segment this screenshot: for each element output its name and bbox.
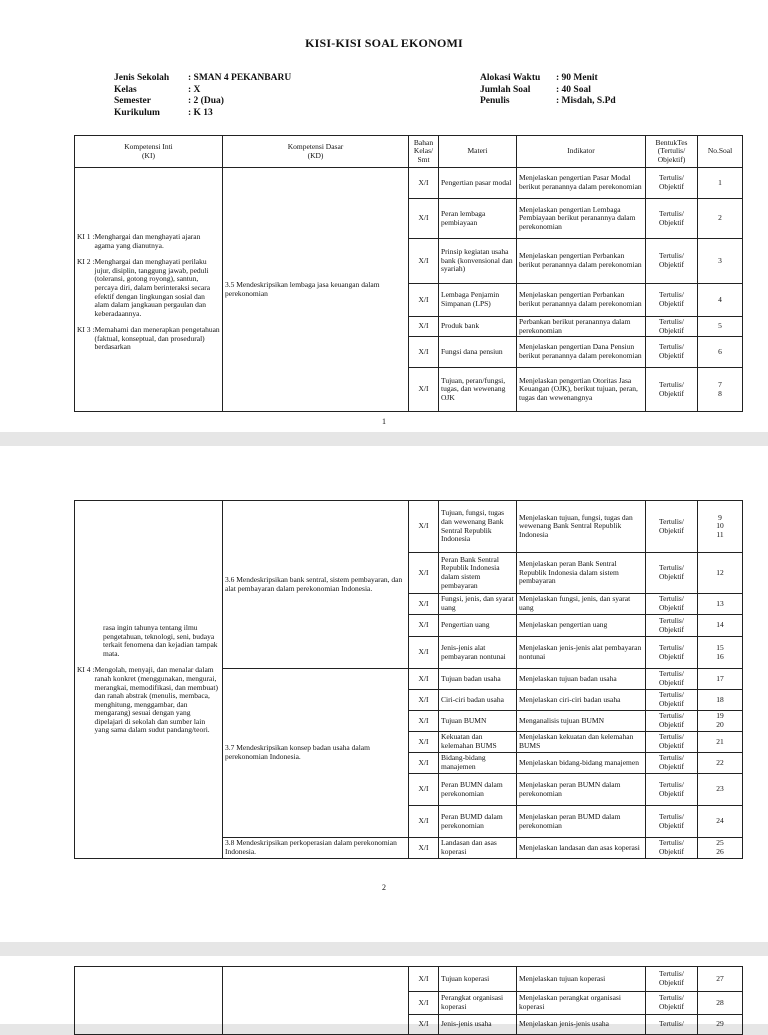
no-soal-cell: 28	[698, 992, 743, 1015]
kelas-cell: X/I	[409, 690, 439, 711]
no-soal-cell: 2	[698, 199, 743, 239]
header-bahan: Bahan Kelas/ Smt	[409, 136, 439, 168]
bentuk-cell: Tertulis/ Objektif	[646, 690, 698, 711]
kelas-cell: X/I	[409, 168, 439, 199]
materi-cell: Tujuan koperasi	[439, 967, 517, 992]
kelas-cell: X/I	[409, 284, 439, 317]
materi-cell: Prinsip kegiatan usaha bank (konvensional dan syariah)	[439, 239, 517, 284]
ki-cell	[75, 967, 223, 1035]
ki-item	[77, 666, 220, 735]
kelas-cell: X/I	[409, 732, 439, 753]
bentuk-cell: Tertulis/ Objektif	[646, 732, 698, 753]
meta-value: : 40 Soal	[556, 84, 591, 95]
no-soal-cell: 6	[698, 337, 743, 368]
materi-cell: Tujuan, fungsi, tugas dan wewenang Bank Sentral Republik Indonesia	[439, 501, 517, 553]
bentuk-cell: Tertulis/ Objektif	[646, 368, 698, 412]
indikator-cell: Menjelaskan pengertian Perbankan berikut peranannya dalam perekonomian	[517, 239, 646, 284]
meta-value: : 2 (Dua)	[188, 96, 224, 106]
table-row	[75, 168, 743, 199]
ki-item	[77, 326, 220, 352]
indikator-cell: Menjelaskan pengertian uang	[517, 615, 646, 637]
header-materi: Materi	[439, 136, 517, 168]
kelas-cell: X/I	[409, 637, 439, 669]
ki-cell	[75, 501, 223, 859]
no-soal-cell: 12	[698, 553, 743, 594]
kd-cell: 3.6 Mendeskripsikan bank sentral, sistem pembayaran, dan alat pembayaran dalam perekonomian Indonesia.	[223, 501, 409, 669]
header-kd: Kompetensi Dasar (KD)	[223, 136, 409, 168]
indikator-cell: Menjelaskan ciri-ciri badan usaha	[517, 690, 646, 711]
ki-cell	[75, 168, 223, 412]
indikator-cell: Menjelaskan tujuan, fungsi, tugas dan wewenang Bank Sentral Republik Indonesia	[517, 501, 646, 553]
no-soal-cell: 23	[698, 774, 743, 806]
no-soal-cell: 19 20	[698, 711, 743, 732]
materi-cell: Peran BUMD dalam perekonomian	[439, 806, 517, 838]
bentuk-cell: Tertulis/	[646, 1015, 698, 1035]
ki-text: rasa ingin tahunya tentang ilmu pengetahuan, teknologi, seni, budaya terkait fenomena dan kejadian tampak mata.	[103, 622, 218, 658]
kelas-cell: X/I	[409, 806, 439, 838]
materi-cell: Kekuatan dan kelemahan BUMS	[439, 732, 517, 753]
indikator-cell: Menjelaskan perangkat organisasi koperasi	[517, 992, 646, 1015]
page-number: 2	[382, 883, 386, 892]
kelas-cell: X/I	[409, 669, 439, 690]
bentuk-cell: Tertulis/ Objektif	[646, 967, 698, 992]
materi-cell: Fungsi, jenis, dan syarat uang	[439, 594, 517, 615]
page-number: 1	[382, 417, 386, 426]
kelas-cell: X/I	[409, 774, 439, 806]
meta-row	[480, 85, 616, 97]
bentuk-cell: Tertulis/ Objektif	[646, 284, 698, 317]
meta-key: Jenis Sekolah	[114, 73, 170, 83]
ki-label: KI 3 :	[77, 325, 95, 335]
kisi-table-page-2	[74, 500, 743, 859]
meta-row	[114, 96, 291, 108]
kelas-cell: X/I	[409, 838, 439, 859]
no-soal-cell: 13	[698, 594, 743, 615]
ki-text: Memahami dan menerapkan pengetahuan (faktual, konseptual, dan prosedural) berdasarkan	[94, 325, 220, 352]
materi-cell: Produk bank	[439, 317, 517, 337]
meta-key: Penulis	[480, 96, 510, 106]
indikator-cell: Menjelaskan peran BUMN dalam perekonomian	[517, 774, 646, 806]
bentuk-cell: Tertulis/ Objektif	[646, 669, 698, 690]
meta-key: Alokasi Waktu	[480, 73, 541, 83]
indikator-cell: Menjelaskan tujuan badan usaha	[517, 669, 646, 690]
no-soal-cell: 29	[698, 1015, 743, 1035]
no-soal-cell: 18	[698, 690, 743, 711]
bentuk-cell: Tertulis/ Objektif	[646, 711, 698, 732]
kelas-cell: X/I	[409, 992, 439, 1015]
bentuk-cell: Tertulis/ Objektif	[646, 615, 698, 637]
indikator-cell: Menjelaskan tujuan koperasi	[517, 967, 646, 992]
bentuk-cell: Tertulis/ Objektif	[646, 753, 698, 774]
indikator-cell: Menjelaskan landasan dan asas koperasi	[517, 838, 646, 859]
meta-right	[480, 73, 616, 108]
kelas-cell: X/I	[409, 199, 439, 239]
no-soal-cell: 21	[698, 732, 743, 753]
bentuk-cell: Tertulis/ Objektif	[646, 199, 698, 239]
kelas-cell: X/I	[409, 317, 439, 337]
indikator-cell: Menjelaskan pengertian Lembaga Pembiayaan berikut peranannya dalam perekonomian	[517, 199, 646, 239]
bentuk-cell: Tertulis/ Objektif	[646, 553, 698, 594]
bentuk-cell: Tertulis/ Objektif	[646, 992, 698, 1015]
no-soal-cell: 15 16	[698, 637, 743, 669]
meta-value: : X	[188, 84, 201, 95]
meta-row	[480, 96, 616, 108]
header-ki: Kompetensi Inti (KI)	[75, 136, 223, 168]
indikator-cell: Menjelaskan pengertian Pasar Modal berikut peranannya dalam perekonomian	[517, 168, 646, 199]
no-soal-cell: 17	[698, 669, 743, 690]
materi-cell: Tujuan BUMN	[439, 711, 517, 732]
meta-key: Jumlah Soal	[480, 84, 531, 95]
header-bentuk: BentukTes (Tertulis/ Objektif)	[646, 136, 698, 168]
bentuk-cell: Tertulis/ Objektif	[646, 501, 698, 553]
ki-item	[77, 233, 220, 250]
kelas-cell: X/I	[409, 615, 439, 637]
no-soal-cell: 25 26	[698, 838, 743, 859]
bentuk-cell: Tertulis/ Objektif	[646, 239, 698, 284]
kisi-table-page-1	[74, 135, 743, 412]
meta-value: : K 13	[188, 107, 213, 118]
bentuk-cell: Tertulis/ Objektif	[646, 806, 698, 838]
no-soal-cell: 24	[698, 806, 743, 838]
kelas-cell: X/I	[409, 239, 439, 284]
ki-label: KI 1 :	[77, 231, 95, 241]
header-indikator: Indikator	[517, 136, 646, 168]
kelas-cell: X/I	[409, 553, 439, 594]
kd-cell: 3.8 Mendeskripsikan perkoperasian dalam perekonomian Indonesia.	[223, 838, 409, 859]
kelas-cell: X/I	[409, 594, 439, 615]
kelas-cell: X/I	[409, 1015, 439, 1035]
page-1	[0, 0, 768, 432]
indikator-cell: Menjelaskan fungsi, jenis, dan syarat uang	[517, 594, 646, 615]
bentuk-cell: Tertulis/ Objektif	[646, 838, 698, 859]
header-no-soal: No.Soal	[698, 136, 743, 168]
meta-left	[114, 73, 291, 119]
indikator-cell: Menjelaskan peran Bank Sentral Republik Indonesia dalam sistem pembayaran	[517, 553, 646, 594]
document-title: KISI-KISI SOAL EKONOMI	[305, 36, 463, 50]
meta-key: Kelas	[114, 84, 137, 95]
meta-value: : 90 Menit	[556, 73, 598, 83]
kelas-cell: X/I	[409, 967, 439, 992]
materi-cell: Peran lembaga pembiayaan	[439, 199, 517, 239]
kelas-cell: X/I	[409, 711, 439, 732]
kd-cell: 3.7 Mendeskripsikan konsep badan usaha dalam perekonomian Indonesia.	[223, 669, 409, 838]
indikator-cell: Menjelaskan kekuatan dan kelemahan BUMS	[517, 732, 646, 753]
materi-cell: Peran BUMN dalam perekonomian	[439, 774, 517, 806]
indikator-cell: Menjelaskan jenis-jenis alat pembayaran nontunai	[517, 637, 646, 669]
table-header-row	[75, 136, 743, 168]
table-row	[75, 501, 743, 553]
no-soal-cell: 1	[698, 168, 743, 199]
meta-row	[114, 108, 291, 120]
materi-cell: Fungsi dana pensiun	[439, 337, 517, 368]
kisi-table-page-3	[74, 966, 743, 1035]
meta-row	[114, 73, 291, 85]
ki-text: Mengolah, menyaji, dan menalar dalam ranah konkret (menggunakan, mengurai, merangkai, memodifikasi, dan membuat) dan ranah abstrak (menulis, membaca, menghitung, menggambar, dan mengarang) sesuai dengan yang dipelajari di sekolah dan sumber lain yang sama dalam sudut pandang/teori.	[94, 665, 219, 735]
ki-label: KI 2 :	[77, 257, 95, 267]
table-row	[75, 967, 743, 992]
meta-key: Kurikulum	[114, 107, 160, 118]
kelas-cell: X/I	[409, 368, 439, 412]
materi-cell: Lembaga Penjamin Simpanan (LPS)	[439, 284, 517, 317]
materi-cell: Pengertian pasar modal	[439, 168, 517, 199]
kd-cell: 3.5 Mendeskripsikan lembaga jasa keuangan dalam perekonomian	[223, 168, 409, 412]
indikator-cell: Menganalisis tujuan BUMN	[517, 711, 646, 732]
no-soal-cell: 9 10 11	[698, 501, 743, 553]
materi-cell: Tujuan badan usaha	[439, 669, 517, 690]
materi-cell: Jenis-jenis usaha	[439, 1015, 517, 1035]
materi-cell: Perangkat organisasi koperasi	[439, 992, 517, 1015]
bentuk-cell: Tertulis/ Objektif	[646, 317, 698, 337]
bentuk-cell: Tertulis/ Objektif	[646, 594, 698, 615]
no-soal-cell: 27	[698, 967, 743, 992]
no-soal-cell: 14	[698, 615, 743, 637]
materi-cell: Bidang-bidang manajemen	[439, 753, 517, 774]
ki-text: Menghargai dan menghayati ajaran agama yang dianutnya.	[94, 231, 201, 250]
indikator-cell: Menjelaskan jenis-jenis usaha	[517, 1015, 646, 1035]
kelas-cell: X/I	[409, 337, 439, 368]
ki-item	[77, 258, 220, 318]
no-soal-cell: 7 8	[698, 368, 743, 412]
materi-cell: Ciri-ciri badan usaha	[439, 690, 517, 711]
kelas-cell: X/I	[409, 753, 439, 774]
materi-cell: Peran Bank Sentral Republik Indonesia dalam sistem pembayaran	[439, 553, 517, 594]
kd-cell	[223, 967, 409, 1035]
no-soal-cell: 3	[698, 239, 743, 284]
ki-label: KI 4 :	[77, 665, 95, 675]
indikator-cell: Menjelaskan pengertian Dana Pensiun berikut peranannya dalam perekonomian	[517, 337, 646, 368]
meta-value: : Misdah, S.Pd	[556, 96, 616, 106]
bentuk-cell: Tertulis/ Objektif	[646, 337, 698, 368]
meta-value: : SMAN 4 PEKANBARU	[188, 73, 292, 83]
indikator-cell: Menjelaskan pengertian Perbankan berikut peranannya dalam perekonomian	[517, 284, 646, 317]
materi-cell: Tujuan, peran/fungsi, tugas, dan wewenang OJK	[439, 368, 517, 412]
indikator-cell: Menjelaskan pengertian Otoritas Jasa Keuangan (OJK), berikut tujuan, peran, tugas dan wewenangnya	[517, 368, 646, 412]
bentuk-cell: Tertulis/ Objektif	[646, 774, 698, 806]
indikator-cell: Menjelaskan peran BUMD dalam perekonomian	[517, 806, 646, 838]
bentuk-cell: Tertulis/ Objektif	[646, 168, 698, 199]
indikator-cell: Perbankan berikut peranannya dalam perekonomian	[517, 317, 646, 337]
bentuk-cell: Tertulis/ Objektif	[646, 637, 698, 669]
materi-cell: Pengertian uang	[439, 615, 517, 637]
no-soal-cell: 5	[698, 317, 743, 337]
ki-text: Menghargai dan menghayati perilaku jujur, disiplin, tanggung jawab, peduli (toleransi, gotong royong), santun, percaya diri, dalam berinteraksi secara efektif dengan lingkungan sosial dan alam dalam jangkauan pergaulan dan keberadaannya.	[94, 257, 211, 318]
no-soal-cell: 4	[698, 284, 743, 317]
materi-cell: Landasan dan asas koperasi	[439, 838, 517, 859]
meta-row	[114, 85, 291, 97]
materi-cell: Jenis-jenis alat pembayaran nontunai	[439, 637, 517, 669]
indikator-cell: Menjelaskan bidang-bidang manajemen	[517, 753, 646, 774]
meta-key: Semester	[114, 96, 151, 106]
no-soal-cell: 22	[698, 753, 743, 774]
meta-row	[480, 73, 616, 85]
kelas-cell: X/I	[409, 501, 439, 553]
